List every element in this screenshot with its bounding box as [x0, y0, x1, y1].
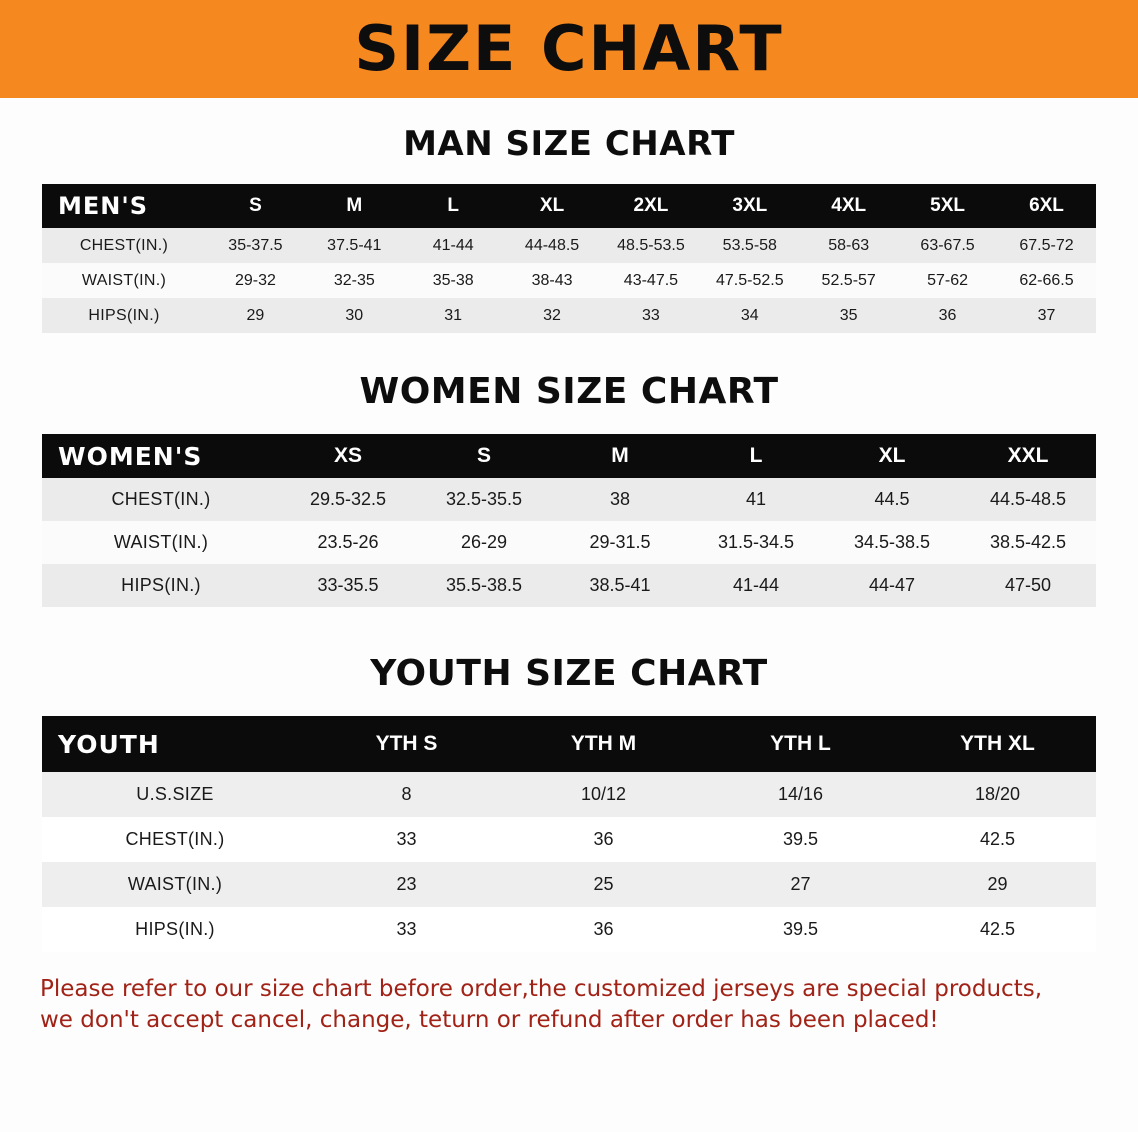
table-row — [42, 521, 1096, 564]
men-cell-2-6: 35 — [839, 306, 858, 324]
table-row — [42, 564, 1096, 607]
women-cell-1-2: 29-31.5 — [589, 532, 651, 552]
table-row — [42, 263, 1096, 298]
men-cell-1-3: 38-43 — [531, 271, 573, 289]
youth-row-label-3: HIPS(IN.) — [135, 919, 215, 939]
women-corner-label: WOMEN'S — [58, 441, 203, 471]
men-cell-0-1: 37.5-41 — [327, 236, 382, 254]
men-col-header-5: 3XL — [732, 195, 768, 216]
youth-cell-0-1: 10/12 — [580, 784, 627, 804]
men-col-header-4: 2XL — [633, 195, 669, 216]
women-cell-1-5: 38.5-42.5 — [989, 532, 1067, 552]
men-cell-2-8: 37 — [1037, 306, 1056, 324]
women-cell-0-2: 38 — [609, 489, 631, 509]
men-col-header-6: 4XL — [831, 195, 867, 216]
youth-cell-3-2: 39.5 — [782, 919, 819, 939]
men-col-header-7: 5XL — [930, 195, 965, 216]
youth-cell-0-0: 8 — [401, 784, 412, 804]
youth-section-title: YOUTH SIZE CHART — [370, 653, 768, 694]
policy-note — [40, 974, 1098, 1036]
women-col-header-3: L — [749, 444, 763, 467]
men-col-header-3: XL — [539, 195, 565, 216]
table-header-row — [42, 434, 1096, 478]
page-banner — [0, 0, 1138, 98]
women-cell-2-4: 44-47 — [868, 575, 916, 595]
youth-table-wrapper — [42, 716, 1096, 952]
women-cell-2-3: 41-44 — [732, 575, 780, 595]
table-row — [42, 298, 1096, 333]
women-cell-0-5: 44.5-48.5 — [989, 489, 1067, 509]
women-cell-0-3: 41 — [745, 489, 767, 509]
youth-cell-1-1: 36 — [593, 829, 614, 849]
men-row-label-0: CHEST(IN.) — [79, 236, 169, 254]
women-col-header-0: XS — [333, 444, 362, 467]
women-row-label-2: HIPS(IN.) — [121, 575, 201, 595]
men-row-label-1: WAIST(IN.) — [81, 271, 167, 289]
women-cell-0-4: 44.5 — [874, 489, 910, 509]
youth-cell-3-1: 36 — [593, 919, 614, 939]
table-row — [42, 862, 1096, 907]
youth-table-body — [42, 772, 1096, 952]
man-table-wrapper — [42, 184, 1096, 333]
youth-col-header-0: YTH S — [375, 732, 438, 755]
man-section-title: MAN SIZE CHART — [403, 124, 735, 164]
men-col-header-2: L — [447, 195, 459, 216]
women-cell-2-5: 47-50 — [1004, 575, 1052, 595]
men-table-body — [42, 228, 1096, 333]
men-col-header-8: 6XL — [1029, 195, 1064, 216]
women-cell-1-1: 26-29 — [460, 532, 508, 552]
youth-row-label-2: WAIST(IN.) — [127, 874, 223, 894]
table-row — [42, 817, 1096, 862]
men-cell-0-8: 67.5-72 — [1019, 236, 1074, 254]
women-table-header — [42, 434, 1096, 478]
youth-col-header-2: YTH L — [770, 732, 831, 755]
page-title: SIZE CHART — [354, 12, 784, 85]
youth-row-label-0: U.S.SIZE — [136, 784, 214, 804]
women-table-wrapper — [42, 434, 1096, 607]
women-col-header-2: M — [611, 444, 629, 467]
youth-corner-label: YOUTH — [58, 729, 160, 759]
men-row-label-2: HIPS(IN.) — [88, 306, 160, 324]
youth-row-label-1: CHEST(IN.) — [125, 829, 225, 849]
youth-cell-0-3: 18/20 — [974, 784, 1021, 804]
men-cell-0-4: 48.5-53.5 — [617, 236, 685, 254]
men-cell-2-0: 29 — [246, 306, 265, 324]
women-col-header-5: XXL — [1007, 444, 1049, 467]
women-cell-1-3: 31.5-34.5 — [717, 532, 795, 552]
men-col-header-1: M — [346, 195, 363, 216]
men-cell-1-4: 43-47.5 — [623, 271, 679, 289]
men-cell-1-7: 57-62 — [927, 271, 969, 289]
youth-cell-0-2: 14/16 — [777, 784, 824, 804]
women-col-header-4: XL — [878, 444, 906, 467]
men-cell-2-3: 32 — [543, 306, 561, 324]
youth-cell-1-2: 39.5 — [782, 829, 819, 849]
men-cell-1-0: 29-32 — [234, 271, 276, 289]
men-cell-0-5: 53.5-58 — [722, 236, 777, 254]
women-row-label-0: CHEST(IN.) — [111, 489, 211, 509]
youth-size-table — [42, 716, 1096, 952]
table-row — [42, 478, 1096, 521]
youth-col-header-3: YTH XL — [960, 732, 1035, 755]
table-header-row — [42, 184, 1096, 228]
table-header-row — [42, 716, 1096, 772]
men-cell-0-6: 58-63 — [828, 236, 870, 254]
men-cell-2-4: 33 — [642, 306, 660, 324]
men-cell-2-2: 31 — [444, 306, 463, 324]
policy-note-line-2: we don't accept cancel, change, teturn or refund after order has been placed! — [40, 1007, 939, 1034]
men-cell-0-7: 63-67.5 — [920, 236, 975, 254]
men-size-table — [42, 184, 1096, 333]
women-section-title: WOMEN SIZE CHART — [359, 371, 779, 412]
youth-cell-3-0: 33 — [396, 919, 417, 939]
men-cell-1-2: 35-38 — [432, 271, 474, 289]
women-row-label-1: WAIST(IN.) — [113, 532, 209, 552]
youth-cell-2-1: 25 — [593, 874, 614, 894]
men-cell-2-7: 36 — [938, 306, 957, 324]
women-cell-2-0: 33-35.5 — [317, 575, 379, 595]
women-cell-2-2: 38.5-41 — [589, 575, 651, 595]
youth-cell-2-2: 27 — [790, 874, 811, 894]
men-cell-2-1: 30 — [345, 306, 364, 324]
table-row — [42, 228, 1096, 263]
men-cell-1-1: 32-35 — [333, 271, 375, 289]
table-row — [42, 907, 1096, 952]
men-cell-1-5: 47.5-52.5 — [716, 271, 784, 289]
youth-cell-1-3: 42.5 — [979, 829, 1016, 849]
women-table-body — [42, 478, 1096, 607]
women-cell-0-0: 29.5-32.5 — [309, 489, 387, 509]
men-cell-2-5: 34 — [740, 306, 759, 324]
youth-cell-1-0: 33 — [396, 829, 417, 849]
women-cell-1-0: 23.5-26 — [317, 532, 379, 552]
women-col-header-1: S — [476, 444, 491, 467]
men-corner-label: MEN'S — [58, 192, 148, 220]
men-col-header-0: S — [249, 195, 262, 216]
women-cell-1-4: 34.5-38.5 — [853, 532, 931, 552]
men-cell-1-8: 62-66.5 — [1019, 271, 1074, 289]
youth-cell-3-3: 42.5 — [979, 919, 1016, 939]
youth-cell-2-0: 23 — [396, 874, 417, 894]
men-cell-0-3: 44-48.5 — [524, 236, 580, 254]
men-cell-0-0: 35-37.5 — [228, 236, 283, 254]
table-row — [42, 772, 1096, 817]
men-cell-1-6: 52.5-57 — [821, 271, 876, 289]
women-size-table — [42, 434, 1096, 607]
women-cell-0-1: 32.5-35.5 — [445, 489, 523, 509]
youth-cell-2-3: 29 — [987, 874, 1008, 894]
men-table-header — [42, 184, 1096, 228]
youth-col-header-1: YTH M — [570, 732, 637, 755]
youth-table-header — [42, 716, 1096, 772]
policy-note-line-1: Please refer to our size chart before order,the customized jerseys are special products, — [40, 976, 1043, 1002]
women-cell-2-1: 35.5-38.5 — [445, 575, 523, 595]
men-cell-0-2: 41-44 — [432, 236, 474, 254]
